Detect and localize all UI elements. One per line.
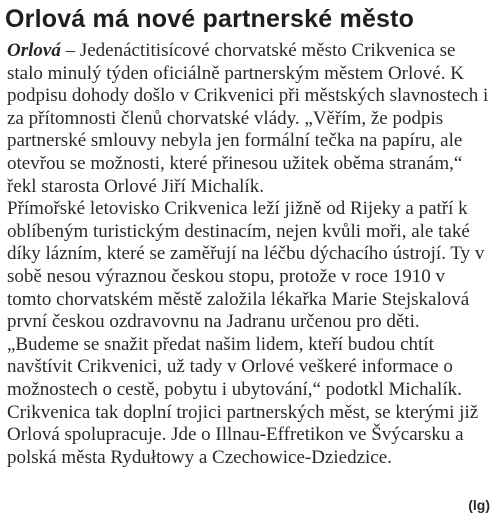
article-headline: Orlová má nové partnerské město: [5, 5, 415, 33]
dateline: Orlová: [7, 40, 61, 61]
paragraph-1: [7, 40, 494, 198]
paragraph-2: Přímořské letovisko Crikvenica leží jižně od Rijeky a patří k oblíbeným turistickým destinacím, nejen kvůli moři, ale také díky lázním, které se zaměřují na léčbu dýchacího ústrojí. Ty v sobě nesou výraznou českou stopu, protože v roce 1910 v tomto chorvatském městě založila lékařka Marie Stejskalová první českou ozdravovnu na Jadranu určenou pro děti. „Budeme se snažit předat našim lidem, kteří budou chtít navštívit Crikvenici, už tady v Orlové veškeré informace o možnostech o cestě, pobytu i ubytování,“ podotkl Michalík.: [7, 198, 485, 400]
author-tag: (lg): [468, 497, 490, 513]
paragraph-1-text: – Jedenáctitisícové chorvatské město Crikvenica se stalo minulý týden oficiálně partnerským městem Orlové. K podpisu dohody došlo v Crikvenici při městských slavnostech i za přítomnosti členů chorvatské vlády. „Věřím, že podpis partnerské smlouvy nebyla jen formální tečka na papíru, ale otevřou se možnosti, které přinesou užitek oběma stranám,“ řekl starosta Orlové Jiří Michalík.: [7, 40, 489, 197]
paragraph-3: Crikvenica tak doplní trojici partnerských měst, se kterými již Orlová spolupracuje. Jde o Illnau-Effretikon ve Švýcarsku a polská města Rydułtowy a Czechowice-Dziedzice.: [7, 401, 479, 468]
article-body: [7, 40, 494, 469]
